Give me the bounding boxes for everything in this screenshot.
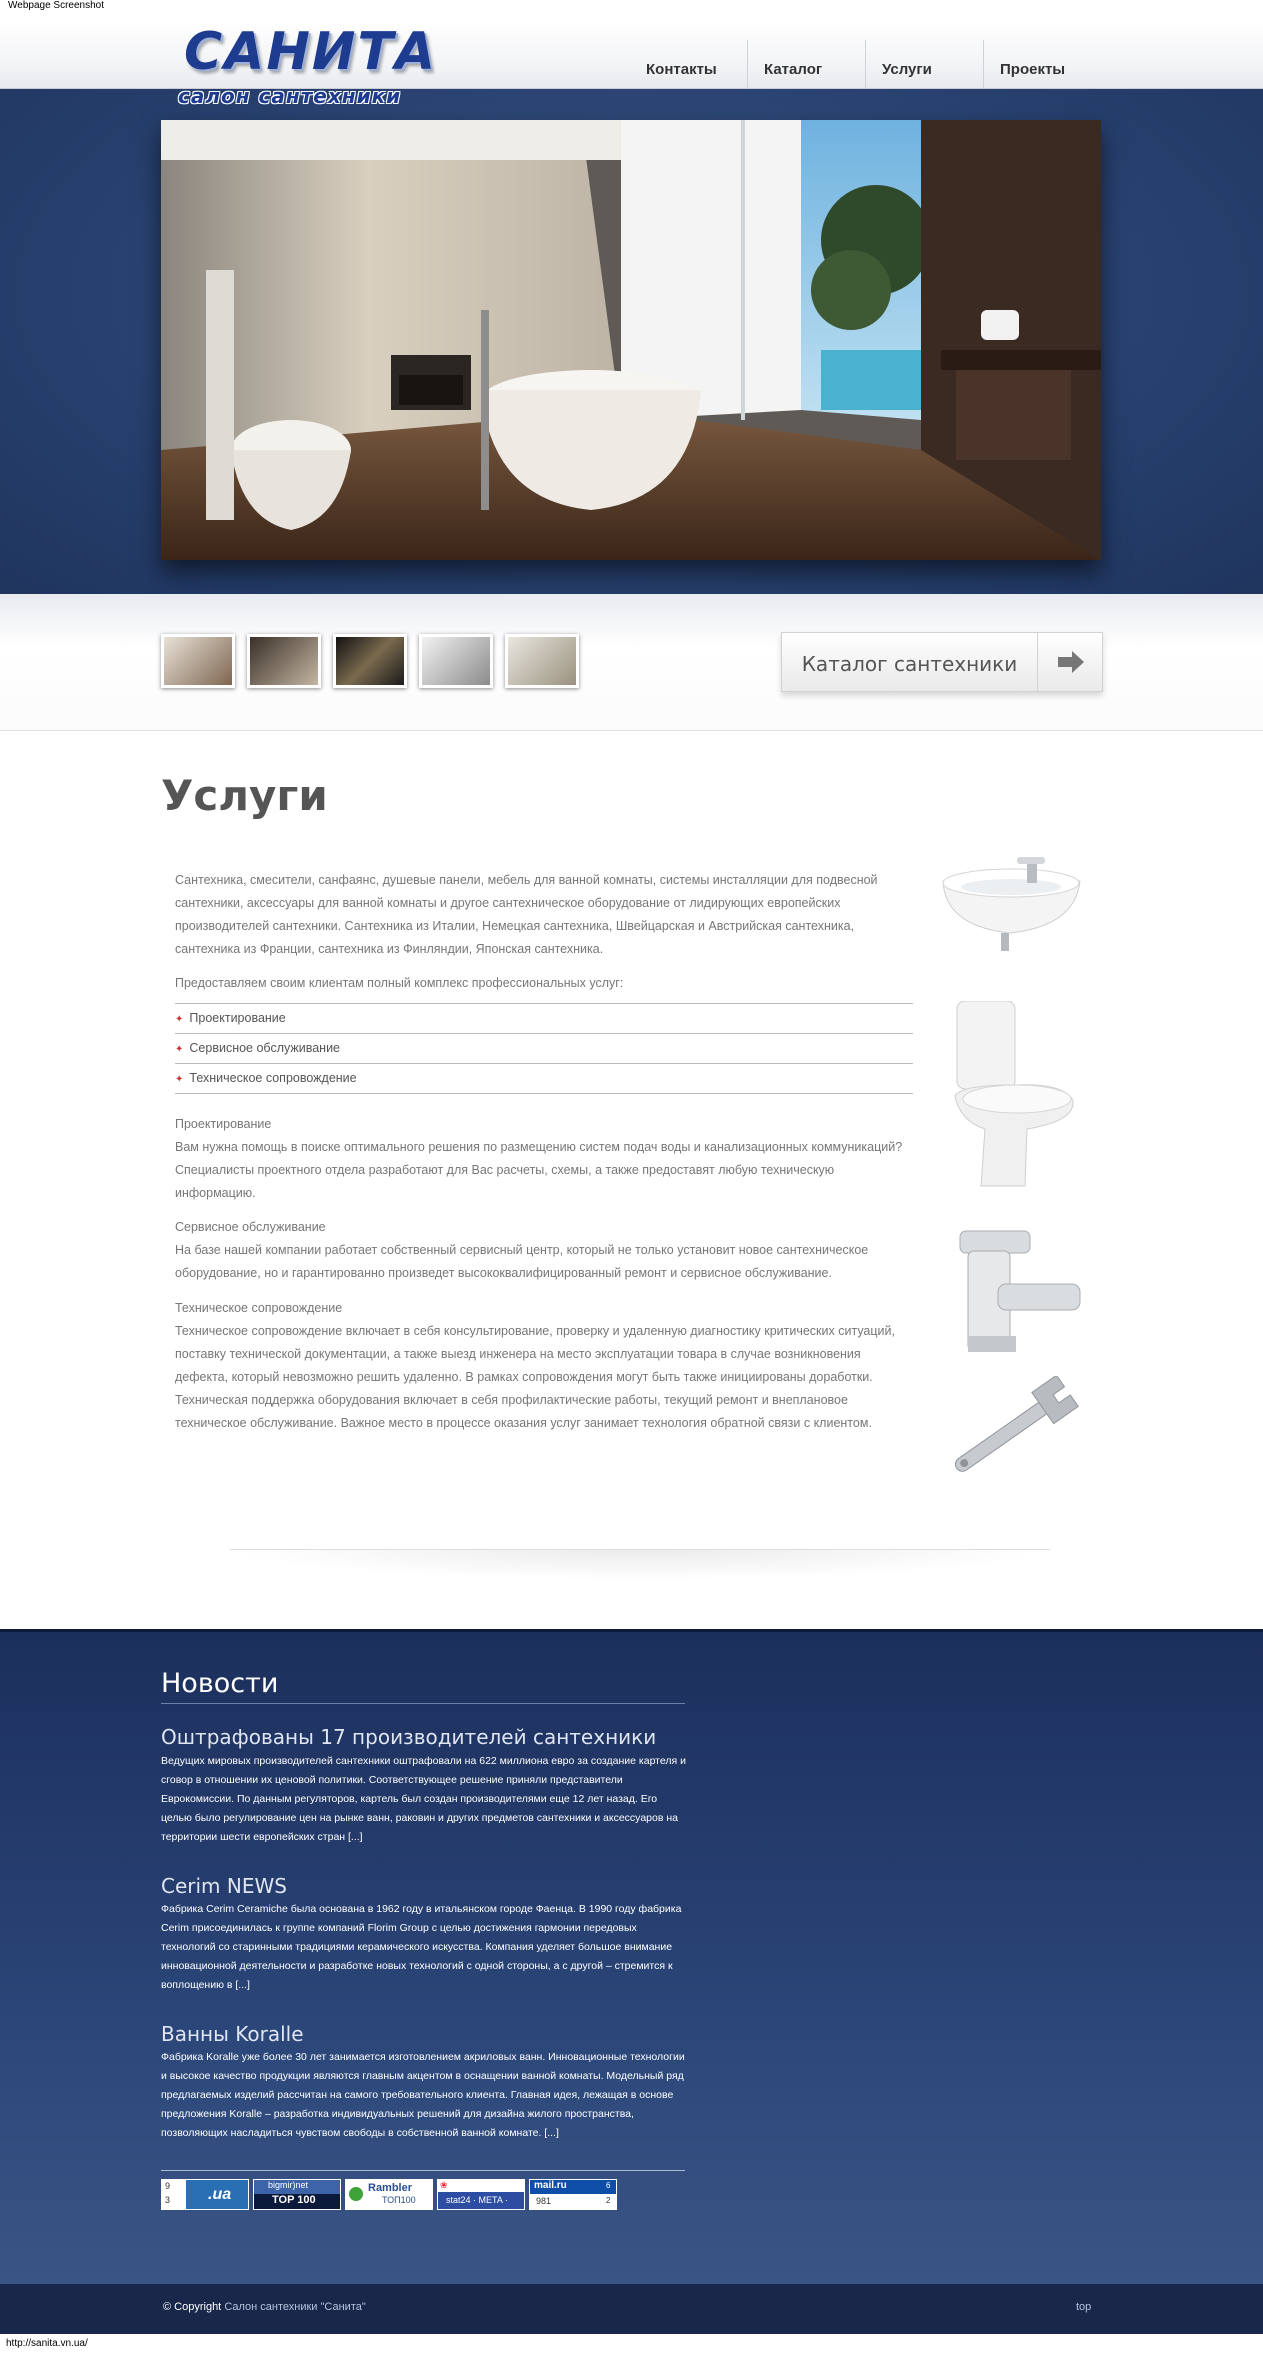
page-title: Услуги (161, 771, 328, 820)
status-url: http://sanita.vn.ua/ (6, 2338, 88, 2349)
site-logo[interactable] (178, 22, 438, 114)
section-text-support: Техническое сопровождение включает в себя консультирование, проверку и удаленную диагностику критических ситуаций, поставку технической документации, а также выезд инженера на место эксплуатации товара в случае возникновения дефекта, который невозможно решить удаленно. В рамках сопровождения могут быть также инициированы доработки. Техническая поддержка оборудования включает в себя профилактические работы, текущий ремонт и внеплановое техническое обслуживание. Важное место в процессе оказания услуг занимает технология обратной связи с клиентом. (175, 1324, 895, 1430)
list-item[interactable]: ✦ Сервисное обслуживание (175, 1033, 913, 1063)
section-divider (230, 1549, 1050, 1580)
news-text-1: Ведущих мировых производителей сантехники оштрафовали на 622 миллиона евро за создание картеля и сговор в отношении их ценовой политики. Соответствующее решение приняли представители Еврокомиссии. По данным регуляторов, картель был создан производителями еще 12 лет назад. Его целью было регулирование цен на рынке ванн, раковин и других предметов сантехники и аксессуаров на территории шести европейских стран [...] (161, 1755, 686, 1843)
browser-caption-bar (0, 0, 1263, 20)
counter-rambler[interactable]: Rambler ТОП100 (345, 2179, 433, 2210)
nav-contacts[interactable]: Контакты (646, 61, 717, 78)
counter-bigmir[interactable]: bigmir)net TOP 100 (253, 2179, 341, 2210)
toilet-image (945, 1001, 1080, 1191)
hero-bathroom-image (161, 120, 1101, 560)
thumbnail-1[interactable] (161, 634, 235, 688)
thumbnail-3[interactable] (333, 634, 407, 688)
news-text-3: Фабрика Koralle уже более 30 лет занимается изготовлением акриловых ванн. Инновационные технологии и высокое качество продукции являются главным акцентом в оснащении ванной комнаты. Модельный ряд предлагаемых изделий рассчитан на самого требовательного клиента. Главная идея, лежащая в основе предложения Koralle – разработка индивидуальных решений для дизайна жилого пространства, позволяющих насладиться чувством свободы в собственной ванной комнате. [...] (161, 2051, 685, 2139)
rambler-icon (349, 2187, 363, 2201)
thumbnail-2[interactable] (247, 634, 321, 688)
section-title-design: Проектирование (175, 1117, 272, 1131)
list-item[interactable]: ✦ Проектирование (175, 1003, 913, 1033)
bathroom-illustration (161, 120, 1101, 560)
bullet-icon: ✦ (175, 1014, 184, 1025)
services-list (175, 1003, 913, 1094)
counter-stat24[interactable]: ❀ stat24 · META · (437, 2179, 525, 2210)
back-to-top-link[interactable]: top (1076, 2301, 1092, 2313)
stat24-logo-icon: ❀ (440, 2180, 448, 2190)
browser-status-bar (0, 2334, 1263, 2353)
copyright (163, 2301, 366, 2313)
nav-services[interactable]: Услуги (865, 40, 983, 108)
arrow-right-icon (1037, 633, 1102, 691)
nav-catalog[interactable]: Каталог (747, 40, 865, 108)
logo-tagline: салон сантехники (178, 84, 402, 108)
news-title-1[interactable]: Оштрафованы 17 производителей сантехники (161, 1725, 657, 1749)
news-text-2: Фабрика Cerim Ceramiche была основана в 1962 году в итальянском городе Фаенца. В 1990 году фабрика Cerim присоединилась к группе компаний Florim Group с целью достижения гармонии передовых технологий со старинными традициями керамического искусства. Компания уделяет большое внимание инновационной деятельности и разработке новых технологий с одной стороны, а с другой – стремится к воплощению в [...] (161, 1903, 682, 1991)
washbasin-image (935, 841, 1090, 956)
wrench-image (930, 1376, 1090, 1486)
thumbnail-4[interactable] (419, 634, 493, 688)
browser-caption: Webpage Screenshot (8, 0, 104, 11)
faucet-image (938, 1226, 1088, 1356)
copyright-prefix: © Copyright (163, 2301, 222, 2313)
news-section (0, 1629, 1263, 2287)
thumbnail-strip (0, 594, 1263, 731)
counter-iua[interactable]: 9 3 .ua (161, 2179, 249, 2210)
services-lead: Предоставляем своим клиентам полный комплекс профессиональных услуг: (175, 976, 624, 990)
copyright-link[interactable]: Салон сантехники "Санита" (224, 2301, 366, 2313)
bullet-icon: ✦ (175, 1044, 184, 1055)
catalog-button-label: Каталог сантехники (801, 652, 1018, 676)
catalog-button[interactable] (781, 632, 1103, 692)
news-title-3[interactable]: Ванны Koralle (161, 2022, 304, 2046)
list-item[interactable]: ✦ Техническое сопровождение (175, 1063, 913, 1094)
section-text-design: Вам нужна помощь в поиске оптимального решения по размещению систем подач воды и канализационных коммуникаций? Специалисты проектного отдела разработают для Вас расчеты, схемы, а также предоставят любую техническую информацию. (175, 1140, 903, 1200)
news-heading: Новости (161, 1668, 685, 1704)
counters-divider (161, 2170, 685, 2171)
hero-banner (0, 89, 1263, 594)
section-title-service: Сервисное обслуживание (175, 1220, 326, 1234)
counter-mailru[interactable]: mail.ru 981 6 2 (529, 2179, 617, 2210)
intro-text: Сантехника, смесители, санфаянс, душевые панели, мебель для ванной комнаты, системы инсталляции для подвесной сантехники, аксессуары для ванной комнаты и другое сантехническое оборудование от лидирующих европейских производителей сантехники. Сантехника из Италии, Немецкая сантехника, Швейцарская и Австрийская сантехника, сантехника из Франции, сантехника из Финляндии, Японская сантехника. (175, 873, 878, 956)
site-footer (0, 2284, 1263, 2334)
thumbnail-5[interactable] (505, 634, 579, 688)
section-title-support: Техническое сопровождение (175, 1301, 343, 1315)
logo-wordmark: САНИТА (184, 22, 438, 82)
news-title-2[interactable]: Cerim NEWS (161, 1874, 287, 1898)
nav-projects[interactable]: Проекты (983, 40, 1101, 108)
section-text-service: На базе нашей компании работает собственный сервисный центр, который не только установит новое сантехническое оборудование, но и гарантированно произведет высококвалифицированный ремонт и сервисное обслуживание. (175, 1243, 869, 1280)
bullet-icon: ✦ (175, 1074, 184, 1085)
main-content (0, 731, 1263, 1629)
